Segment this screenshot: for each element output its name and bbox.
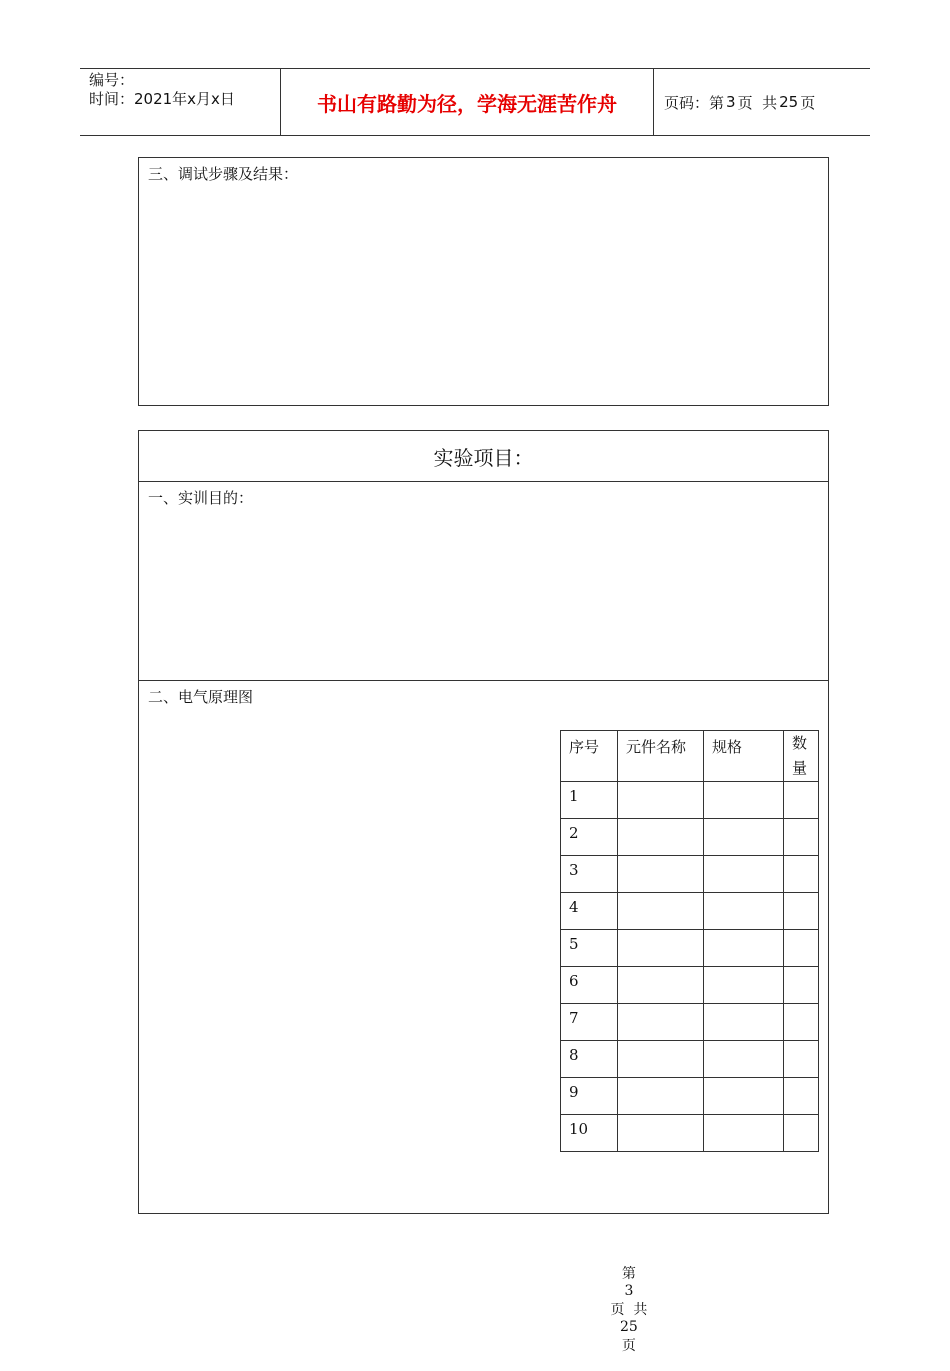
cell-name[interactable]: [618, 1078, 704, 1115]
cell-spec[interactable]: [704, 930, 784, 967]
page-prefix: 页码：第: [664, 93, 725, 112]
header-quantity-line2: 量: [792, 759, 808, 777]
experiment-box: [138, 430, 829, 1214]
row-index: 1: [561, 782, 618, 819]
cell-spec[interactable]: [704, 1078, 784, 1115]
cell-spec[interactable]: [704, 1004, 784, 1041]
footer-total: 25: [619, 1319, 638, 1335]
cell-quantity[interactable]: [784, 1041, 819, 1078]
schematic-label: 二、电气原理图: [148, 688, 254, 706]
time-label: 时间：2021年x月x日: [89, 90, 235, 108]
table-row: [561, 893, 819, 930]
cell-spec[interactable]: [704, 893, 784, 930]
table-header-row: [561, 731, 819, 782]
row-index: 4: [561, 893, 618, 930]
row-index: 8: [561, 1041, 618, 1078]
row-index: 7: [561, 1004, 618, 1041]
table-row: [561, 967, 819, 1004]
header-component-name: 元件名称: [618, 731, 704, 782]
cell-name[interactable]: [618, 1004, 704, 1041]
header-page-info: [654, 69, 870, 135]
cell-name[interactable]: [618, 856, 704, 893]
row-index: 9: [561, 1078, 618, 1115]
header-index: 序号: [561, 731, 618, 782]
page-total: 25: [779, 93, 799, 111]
cell-quantity[interactable]: [784, 930, 819, 967]
table-row: [561, 1115, 819, 1152]
header-meta: [80, 69, 281, 135]
page-header: [80, 68, 870, 136]
table-row: [561, 1004, 819, 1041]
component-table: [560, 730, 819, 1152]
cell-name[interactable]: [618, 1041, 704, 1078]
table-row: [561, 1041, 819, 1078]
row-index: 10: [561, 1115, 618, 1152]
cell-name[interactable]: [618, 930, 704, 967]
row-index: 5: [561, 930, 618, 967]
page-suffix: 页: [800, 93, 816, 112]
cell-spec[interactable]: [704, 967, 784, 1004]
header-quantity: [784, 731, 819, 782]
cell-quantity[interactable]: [784, 1004, 819, 1041]
footer-page-info: [593, 1266, 648, 1371]
page-footer: [0, 1247, 950, 1371]
cell-spec[interactable]: [704, 819, 784, 856]
cell-spec[interactable]: [704, 782, 784, 819]
debug-steps-box: [138, 157, 829, 406]
table-row: [561, 1078, 819, 1115]
cell-quantity[interactable]: [784, 1078, 819, 1115]
cell-spec[interactable]: [704, 856, 784, 893]
header-quantity-line1: 数: [792, 734, 808, 752]
cell-spec[interactable]: [704, 1041, 784, 1078]
cell-quantity[interactable]: [784, 782, 819, 819]
footer-mid: 页 共: [610, 1302, 648, 1318]
cell-name[interactable]: [618, 967, 704, 1004]
cell-quantity[interactable]: [784, 1115, 819, 1152]
divider: [139, 481, 828, 482]
cell-quantity[interactable]: [784, 893, 819, 930]
cell-quantity[interactable]: [784, 967, 819, 1004]
serial-label: 编号：: [89, 71, 135, 89]
row-index: 3: [561, 856, 618, 893]
cell-name[interactable]: [618, 819, 704, 856]
cell-name[interactable]: [618, 893, 704, 930]
page-mid: 页 共: [737, 93, 778, 112]
purpose-label: 一、实训目的：: [148, 489, 254, 507]
table-row: [561, 782, 819, 819]
table-row: [561, 930, 819, 967]
footer-prefix: 第: [621, 1266, 636, 1282]
schematic-section: [139, 681, 828, 1213]
header-motto: 书山有路勤为径，学海无涯苦作舟: [281, 69, 654, 135]
row-index: 6: [561, 967, 618, 1004]
cell-name[interactable]: [618, 782, 704, 819]
header-spec: 规格: [704, 731, 784, 782]
table-row: [561, 856, 819, 893]
cell-name[interactable]: [618, 1115, 704, 1152]
row-index: 2: [561, 819, 618, 856]
page-number: 3: [726, 93, 736, 111]
footer-suffix: 页: [621, 1338, 636, 1354]
table-row: [561, 819, 819, 856]
debug-steps-label: 三、调试步骤及结果：: [148, 165, 299, 183]
cell-quantity[interactable]: [784, 856, 819, 893]
cell-spec[interactable]: [704, 1115, 784, 1152]
cell-quantity[interactable]: [784, 819, 819, 856]
experiment-title: 实验项目：: [433, 445, 534, 470]
footer-page-number: 3: [624, 1283, 634, 1299]
